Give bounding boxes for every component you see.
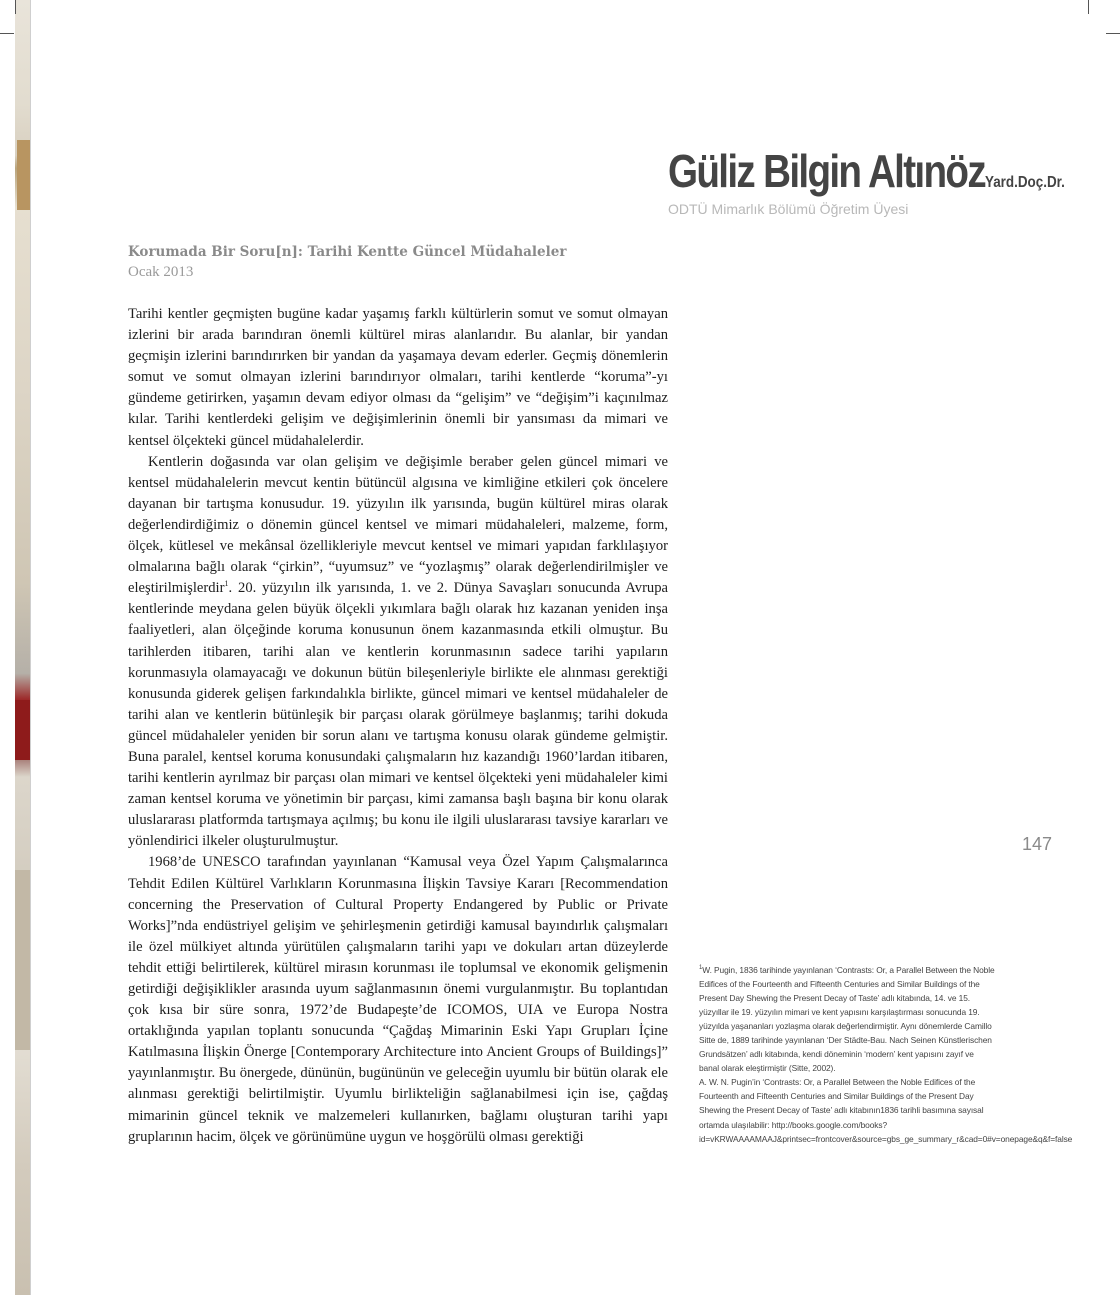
- footnote-marker: 1: [699, 965, 703, 972]
- paragraph-3: 1968’de UNESCO tarafından yayınlanan “Kamusal veya Özel Yapım Çalışmalarınca Tehdit Edilen Kültürel Varlıkların Korunmasına İlişkin Tavsiye Kararı [Recommendation concerning the Preservation of Cultural Property Endangered by Public or Private Works]”nda endüstriyel gelişim ve şehirleşmenin getirdiği kamusal bayındırlık çalışmaları ile özel mülkiyet altında yürütülen çalışmaların tarihi yapı ve dokuları artan düzeylerde tehdit ettiği belirtilerek, kültürel mirasın korunması ile toplumsal ve ekonomik gelişmenin getirdiği değişiklikler arasında uyum sağlanmasının önemi vurgulanmıştır. Bu toplantıdan çok kısa bir süre sonra, 1972’de Budapeşte’de ICOMOS, UIA ve Europa Nostra ortaklığında yapılan toplantı sonucunda “Çağdaş Mimarinin Eski Yapı Grupları İçine Katılmasına İlişkin Önerge [Contemporary Architecture into Ancient Groups of Buildings]” yayınlanmıştır. Bu önergede, dününün, bugününün ve geleceğin uyumlu bir bütün olarak ele alınması gerektiği belirtilmiştir. Uyumlu birlikteliğin sağlanabilmesi için ise, çağdaş mimarinin güncel teknik ve malzemeleri kullanırken, bağlamı oluşturan tarihi yapı gruplarının hacim, ölçek ve görünümüne uygun ve hoşgörülü olması gerektiği: [128, 854, 668, 1145]
- article-body: [128, 304, 668, 1148]
- crop-mark-top-right-v: [1088, 0, 1089, 14]
- paragraph-2: [128, 452, 668, 853]
- footnote-entry-2: A. W. N. Pugin’in ‘Contrasts: Or, a Parallel Between the Noble Edifices of the Fourteenth and Fifteenth Centuries and Similar Buildings of the Present Day Shewing the Present Decay of Taste’ adlı kitabının1836 tarihli basımına sayısal ortamda ulaşılabilir: http://books.google.com/books?id=vKRWAAAAMAAJ&printsec=frontcover&source=gbs_ge_summary_r&cad=0#v=onepage&q&f=false: [699, 1077, 1073, 1144]
- author-title: Yard.Doç.Dr.: [984, 174, 1065, 191]
- facing-page-photo-strip: [15, 0, 30, 1295]
- author-affiliation: ODTÜ Mimarlık Bölümü Öğretim Üyesi: [668, 201, 909, 217]
- crop-mark-top-left-v: [15, 0, 16, 14]
- photo-red-object: [15, 700, 30, 760]
- paragraph-1: Tarihi kentler geçmişten bugüne kadar yaşamış farklı kültürlerin somut ve somut olmayan izlerini bir arada barındıran önemli kültürel miras alanlarıdır. Bu alanlar, bir yandan geçmişin izlerini barındırırken bir yandan da yaşamaya devam ederler. Geçmiş dönemlerin somut ve somut olmayan izlerini barındırıyor olmaları, tarihi kentlerde “koruma”-yı gündeme getirirken, yaşamın devam ediyor olması da “gelişim” ve “değişim”i kaçınılmaz kılar. Tarihi kentlerdeki gelişim ve değişimlerinin önemli bir yansıması da mimari ve kentsel ölçekteki güncel müdahalelerdir.: [128, 306, 668, 449]
- page-gutter-line: [30, 0, 31, 1295]
- crop-mark-top-left-h: [0, 33, 14, 34]
- photo-shadow: [15, 870, 30, 1050]
- footnote-reference[interactable]: 1: [224, 579, 229, 589]
- footnote-entry-1: [699, 963, 995, 1075]
- footnote-text-1: W. Pugin, 1836 tarihinde yayınlanan ‘Contrasts: Or, a Parallel Between the Noble Edifices of the Fourteenth and Fifteenth Centuries and Similar Buildings of the Present Day Shewing the Present Decay of Taste’ adlı kitabında, 14. ve 15. yüzyıllar ile 19. yüzyılın mimari ve kent yapısını karşılaştırması sonucunda 19. yüzyılda yaşananları yozlaşma olarak değerlendirmiştir. Aynı dönemlerde Camillo Sitte de, 1889 tarihinde yayınlanan ‘Der Städte-Bau. Nach Seinen Künstlerischen Grundsätzen’ adlı kitabında, kendi döneminin ‘modern’ kent yapısını zayıf ve banal olarak eleştirmiştir (Sitte, 2002).: [699, 965, 995, 1074]
- paragraph-2-part-a: Kentlerin doğasında var olan gelişim ve değişimle beraber gelen güncel mimari ve kentsel müdahalelerin mevcut kentin bütüncül algısına ve kimliğine etkileri çok öncelere dayanan bir tartışma konusudur. 19. yüzyılın ilk yarısında, bugün kültürel miras olarak değerlendirdiğimiz o dönemin güncel kentsel ve mimari müdahaleleri, malzeme, form, ölçek, kütlesel ve mekânsal özellikleriyle mevcut kentsel ve mimari yapıdan farklılaşıyor olmalarına bağlı olarak “çirkin”, “uyumsuz” ve “yozlaşmış” olarak değerlendirilmişler ve eleştirilmişlerdir: [128, 453, 668, 597]
- author-name-text: Güliz Bilgin Altınöz: [668, 145, 985, 197]
- footnote: [699, 963, 1073, 1146]
- article-title: Korumada Bir Soru[n]: Tarihi Kentte Güncel Müdahaleler: [128, 244, 567, 260]
- page-number: 147: [1022, 834, 1053, 854]
- article-date: Ocak 2013: [128, 264, 194, 280]
- paragraph-2-part-b: . 20. yüzyılın ilk yarısında, 1. ve 2. Dünya Savaşları sonucunda Avrupa kentlerinde meydana gelen büyük ölçekli yıkımlara bağlı olarak hız kazanan yeniden inşa faaliyetleri, alan ölçeğinde koruma konusunun önem kazanmasında etkili olmuştur. Bu tarihlerden itibaren, tarihi alan ve kentlerin korunmasının sadece tarihi yapıların korunmasıyla olamayacağı ve dokunun bütün bileşenleriyle birlikte ele alınması gerektiği konusunda giderek gelişen farkındalıkla birlikte, güncel mimari ve kentsel müdahaleler de tarihi alan ve kentlerin bütünleşik bir parçası olarak görülmeye başlanmış; tarihi dokuda güncel müdahaleler yeniden bir sorun alanı ve tartışma konusu olarak gündeme gelmiştir. Buna paralel, kentsel koruma konusundaki çalışmaların hız kazandığı 1960’lardan itibaren, tarihi kentlerin ayrılmaz bir parçası olan mimari ve kentsel ölçekteki yeni müdahaleler kimi zaman kentsel koruma ve yönetimin bir parçası, kimi zamansa başlı başına bir konu olarak uluslararası platformda tartışmaya açılmış; bu konu ile ilgili uluslararası tavsiye kararları ve yönlendirici ilkeler oluşturulmuştur.: [128, 580, 668, 850]
- photo-book-detail: [17, 140, 30, 210]
- crop-mark-top-right-h: [1106, 33, 1120, 34]
- author-name: [668, 144, 1065, 198]
